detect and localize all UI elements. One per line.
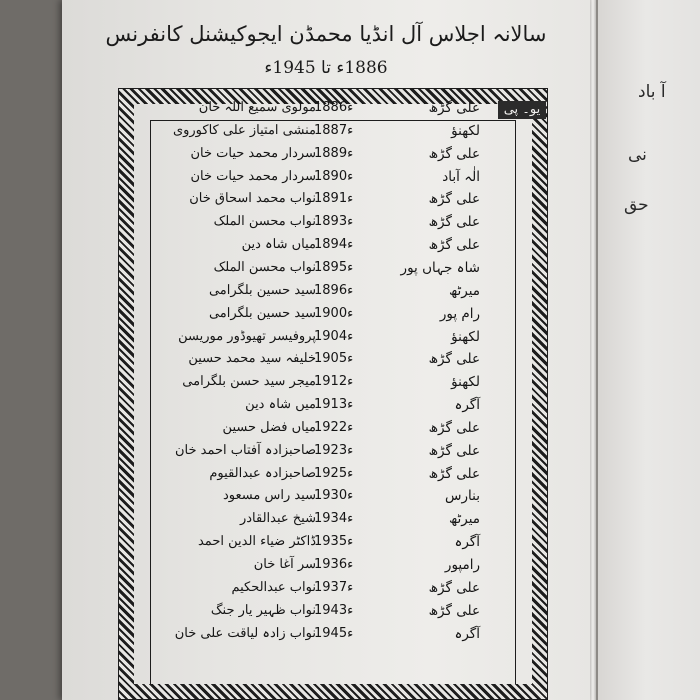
president-name-cell: سید راس مسعود — [223, 488, 316, 504]
year-cell: 1893ء — [314, 214, 354, 230]
facing-page-fragment: حق — [624, 195, 649, 215]
table-row — [62, 260, 590, 283]
city-cell: لکھنؤ — [451, 122, 480, 139]
facing-page-fragment: نی — [628, 145, 647, 165]
page-subtitle: 1886ء تا 1945ء — [264, 58, 388, 78]
facing-page — [596, 0, 700, 700]
page-title: سالانہ اجلاس آل انڈیا محمڈن ایجوکیشنل کانفرنس — [105, 22, 547, 46]
president-name-cell: سردار محمد حیات خان — [190, 168, 316, 184]
table-row — [62, 100, 590, 123]
year-cell: 1895ء — [314, 259, 354, 275]
city-cell: علی گڑھ — [428, 351, 480, 368]
table-row — [62, 466, 590, 489]
year-cell: 1936ء — [314, 557, 354, 572]
president-name-cell: میاں فضل حسین — [222, 419, 316, 435]
city-cell: لکھنؤ — [451, 374, 480, 391]
table-row — [62, 306, 590, 329]
year-cell: 1930ء — [314, 488, 354, 504]
year-cell: 1889ء — [314, 145, 354, 161]
table-row — [62, 420, 590, 443]
city-cell: علی گڑھ — [428, 191, 480, 208]
year-cell: 1905ء — [314, 351, 354, 367]
year-cell: 1904ء — [314, 328, 354, 344]
president-name-cell: خلیفہ سید محمد حسین — [188, 351, 316, 367]
year-cell: 1891ء — [314, 191, 354, 207]
president-name-cell: سردار محمد حیات خان — [190, 145, 316, 161]
city-cell: الٰہ آباد — [442, 168, 480, 185]
year-cell: 1934ء — [314, 511, 354, 527]
city-cell: شاہ جہاں پور — [400, 259, 480, 276]
president-name-cell: میں شاہ دین — [245, 397, 316, 413]
city-cell: آگرہ — [454, 625, 480, 642]
table-row — [62, 374, 590, 397]
city-cell: آگرہ — [454, 534, 480, 551]
year-cell: 1896ء — [314, 282, 354, 298]
president-name-cell: نواب زادہ لیاقت علی خان — [174, 625, 316, 641]
city-cell: آگرہ — [454, 397, 480, 414]
president-name-cell: ڈاکٹر ضیاء الدین احمد — [197, 534, 316, 550]
book-page — [62, 0, 590, 700]
table-row — [62, 214, 590, 237]
year-cell: 1923ء — [314, 442, 354, 458]
table-row — [62, 283, 590, 306]
city-cell: علی گڑھ — [428, 145, 480, 162]
year-cell: 1943ء — [314, 602, 354, 618]
table-row — [62, 603, 590, 626]
table-row — [62, 123, 590, 146]
table-row — [62, 351, 590, 374]
year-cell: 1894ء — [314, 237, 354, 253]
table-row — [62, 580, 590, 603]
table-row — [62, 329, 590, 352]
table-row — [62, 191, 590, 214]
president-name-cell: سید حسین بلگرامی — [208, 282, 316, 298]
president-name-cell: نواب محمد اسحاق خان — [189, 191, 316, 207]
president-name-cell: سید حسین بلگرامی — [208, 305, 316, 321]
year-cell: 1925ء — [314, 465, 354, 481]
year-cell: 1900ء — [314, 305, 354, 321]
year-cell: 1913ء — [314, 397, 354, 413]
president-name-cell: میاں شاہ دین — [241, 237, 316, 253]
president-name-cell: سر آغا خان — [253, 557, 316, 572]
president-name-cell: نواب محسن الملک — [213, 214, 316, 230]
table-row — [62, 557, 590, 580]
table-row — [62, 443, 590, 466]
city-cell: بنارس — [445, 488, 480, 505]
table-row — [62, 626, 590, 649]
year-cell: 1922ء — [314, 419, 354, 435]
city-cell: لکھنؤ — [451, 328, 480, 345]
year-cell: 1945ء — [314, 625, 354, 641]
president-name-cell: نواب عبدالحکیم — [231, 579, 316, 595]
president-name-cell: مولوی سمیع اللہ خان — [198, 100, 316, 115]
president-name-cell: میجر سید حسن بلگرامی — [182, 374, 316, 390]
table-row — [62, 534, 590, 557]
year-cell: 1887ء — [314, 122, 354, 138]
president-name-cell: نواب محسن الملک — [213, 259, 316, 275]
president-name-cell: نواب ظہیر یار جنگ — [210, 602, 316, 618]
year-cell: 1935ء — [314, 534, 354, 550]
table-row — [62, 146, 590, 169]
city-cell: علی گڑھ — [428, 602, 480, 619]
table-row — [62, 488, 590, 511]
city-cell: علی گڑھ — [428, 237, 480, 254]
year-cell: 1912ء — [314, 374, 354, 390]
city-cell: علی گڑھ — [428, 214, 480, 231]
city-cell: میرٹھ — [448, 511, 480, 528]
table-row — [62, 511, 590, 534]
city-cell: رامپور — [444, 557, 480, 573]
city-cell: علی گڑھ — [428, 579, 480, 596]
section-badge: یو۔ پی — [498, 101, 546, 119]
table-row — [62, 169, 590, 192]
president-name-cell: صاحبزادہ عبدالقیوم — [209, 465, 316, 481]
table-row — [62, 237, 590, 260]
city-cell: رام پور — [439, 305, 480, 322]
city-cell: علی گڑھ — [428, 442, 480, 459]
year-cell: 1937ء — [314, 579, 354, 595]
president-name-cell: صاحبزادہ آفتاب احمد خان — [174, 442, 316, 458]
president-name-cell: شیخ عبدالقادر — [239, 511, 316, 527]
president-name-cell: منشی امتیاز علی کاکوروی — [172, 122, 316, 138]
year-cell: 1890ء — [314, 168, 354, 184]
facing-page-fragment: آ باد — [638, 82, 666, 102]
year-cell: 1886ء — [314, 100, 354, 115]
city-cell: علی گڑھ — [428, 100, 480, 116]
city-cell: علی گڑھ — [428, 419, 480, 436]
city-cell: میرٹھ — [448, 282, 480, 299]
city-cell: علی گڑھ — [428, 465, 480, 482]
table-row — [62, 397, 590, 420]
president-name-cell: پروفیسر تھیوڈور موریسن — [178, 328, 316, 344]
